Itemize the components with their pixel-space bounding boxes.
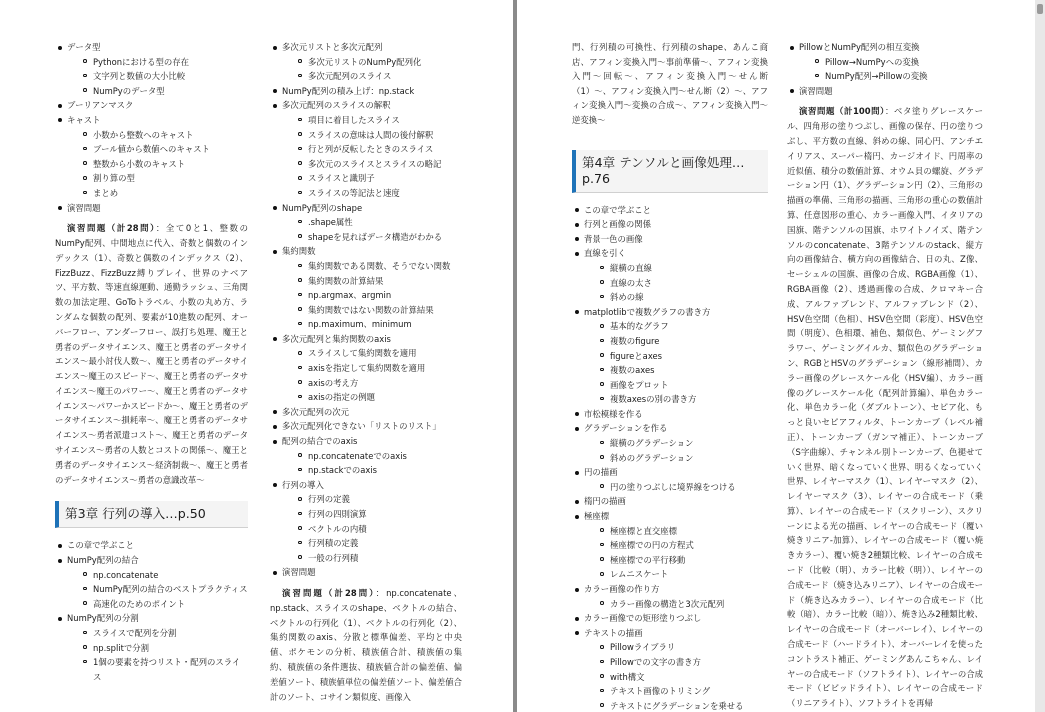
exercise-label: 演習問題（計28問） (67, 223, 156, 234)
left-column-1 (55, 0, 248, 684)
toc-item-label: 演習問題 (282, 567, 316, 578)
toc-item-label: 極座標 (584, 511, 610, 522)
toc-subitem: NumPy配列の結合のベストプラクティス (67, 582, 248, 597)
toc-list (572, 203, 768, 712)
toc-subitem: np.splitで分割 (67, 641, 248, 656)
toc-subitem: 基本的なグラフ (584, 319, 768, 334)
toc-item (270, 565, 462, 580)
toc-item-label: 直線を引く (584, 248, 626, 259)
toc-subitem: Pillowでの文字の書き方 (584, 655, 768, 670)
toc-item (55, 553, 248, 611)
toc-subitem: まとめ (67, 186, 248, 201)
toc-item-label: データ型 (67, 42, 101, 52)
toc-subitem: 複数のaxes (584, 363, 768, 378)
toc-item-label: 市松模様を作る (584, 408, 643, 419)
toc-subitem: 斜めのグラデーション (584, 451, 768, 466)
toc-sublist (584, 319, 768, 407)
toc-subitem: テキストにグラデーションを乗せる (584, 699, 768, 712)
toc-subitem: 行列の四則演算 (282, 507, 462, 522)
toc-item-label: NumPy配列の積み上げ：np.stack (282, 85, 415, 96)
toc-subitem: 集約関数である関数、そうでない関数 (282, 259, 462, 274)
toc-sublist (282, 492, 462, 565)
toc-item-label: PillowとNumPy配列の相互変換 (799, 42, 920, 52)
toc-subitem: with構文 (584, 670, 768, 685)
toc-sublist (282, 215, 462, 244)
toc-subitem: shapeを見ればデータ構造がわかる (282, 230, 462, 245)
toc-subitem: np.concatenate (67, 568, 248, 583)
toc-sublist (584, 436, 768, 465)
toc-item (572, 582, 768, 611)
toc-sublist (584, 597, 768, 612)
toc-item-label: この章で学ぶこと (584, 204, 651, 215)
toc-subitem: Pillowライブラリ (584, 640, 768, 655)
toc-item-label: 楕円の描画 (584, 496, 626, 507)
toc-subitem: NumPyのデータ型 (67, 84, 248, 99)
toc-item (572, 626, 768, 712)
toc-subitem: Pythonにおける型の存在 (67, 55, 248, 70)
toc-subitem: 直線の太さ (584, 276, 768, 291)
toc-item (270, 478, 462, 566)
vertical-scrollbar[interactable] (1035, 0, 1045, 712)
toc-subitem: ベクトルの内積 (282, 522, 462, 537)
toc-item (270, 40, 462, 84)
toc-subitem: 極座標での平行移動 (584, 553, 768, 568)
toc-item-label: ブーリアンマスク (67, 100, 134, 111)
exercise-label: 演習問題（計28問） (282, 587, 376, 598)
toc-item (55, 98, 248, 113)
toc-item-label: 多次元配列化できない「リストのリスト」 (282, 421, 441, 432)
toc-subitem: 一般の行列積 (282, 551, 462, 566)
toc-item-label: 集約関数 (282, 246, 316, 257)
toc-subitem: 斜めの線 (584, 290, 768, 305)
toc-item (270, 84, 462, 99)
toc-item-label: 多次元リストと多次元配列 (282, 42, 383, 52)
toc-subitem: 多次元配列のスライス (282, 69, 462, 84)
toc-item (787, 84, 983, 99)
toc-item (270, 419, 462, 434)
toc-item (270, 201, 462, 245)
toc-item (572, 407, 768, 422)
exercise-label: 演習問題（計100問） (799, 106, 885, 117)
toc-subitem: 極座標での円の方程式 (584, 538, 768, 553)
exercise-text: ：全て0と1、整数のNumPy配列、中間地点に代入、奇数と偶数のインデックス（1）、奇数と偶数のインデックス（2）、FizzBuzz、FizzBuzz縛りプレイ、世界のナベアツ、平方数、等速直線運動、通勤ラッシュ、三角関数の加法定理、GoToトラベル、小数の丸め方、ランダムな個数の配列、要素が10進数の配列、オーバーフロー、アンダーフロー、誤打ち処理、魔王と勇者のデータサイエンス、魔王と勇者のデータサイエンス〜最小討伐人数〜、魔王と勇者のデータサイエンス〜魔王のスピード〜、魔王と勇者のデータサイエンス〜魔王のパワー〜、魔王と勇者のデータサイエンス〜パワーかスピードか〜、魔王と勇者のデータサイエンス〜損耗率〜、魔王と勇者のデータサイエンス〜勇者派遣コスト〜、魔王と勇者のデータサイエンス〜勇者の人数とコストの関係〜、魔王と勇者のデータサイエンス〜経済制裁〜、魔王と勇者のデータサイエンス〜勇者の意識改革〜 (55, 223, 249, 485)
toc-item-label: カラー画像での矩形塗りつぶし (584, 613, 702, 624)
toc-item (572, 203, 768, 218)
toc-sublist (67, 568, 248, 612)
toc-subitem: NumPy配列→Pillowの変換 (799, 69, 983, 84)
toc-item-label: 演習問題 (67, 202, 101, 213)
toc-subitem: スライスと識別子 (282, 171, 462, 186)
toc-item (55, 40, 248, 98)
toc-item-label: キャスト (67, 114, 101, 125)
toc-sublist (67, 128, 248, 201)
page-right (517, 0, 1035, 712)
toc-subitem: 縦横のグラデーション (584, 436, 768, 451)
continuation-text: 門、行列積の可換性、行列積のshape、あんこ商店、アフィン変換入門〜事前準備〜、アフィン変換入門〜回転〜、アフィン変換入門〜せん断（1）〜、アフィン変換入門〜せん断（2）〜、アフィン変換入門〜変換の合成〜、アフィン変換入門〜逆変換〜 (572, 42, 768, 125)
toc-item (270, 332, 462, 405)
toc-subitem: カラー画像の構造と3次元配列 (584, 597, 768, 612)
toc-item-label: matplotlibで複数グラフの書き方 (584, 306, 711, 317)
toc-sublist (67, 626, 248, 684)
toc-item-label: 行列と画像の関係 (584, 219, 651, 230)
exercise-text: ：ベタ塗りグレースケール、四角形の塗りつぶし、画像の保存、円の塗りつぶし、平方数の直線、斜めの線、同心円、アンチエイリアス、スーパー楕円、カージオイド、円周率の近似値、積分の数値計算、オウム貝の螺旋、グラデーション円（1）、グラデーション円（2）、三角形の描画の準備、三角形の描画、三角形の重心の数値計算、任意図形の重心、カラー画像入門、イタリアの国旗、階テンソルの国旗、ホワイトノイズ、階テンソルのconcatenate、3階テンソルのstack、縦方向の画像結合、横方向の画像結合、日の丸、Z像、セーシェルの国旗、画像の合成、RGBA画像（1）、RGBA画像（2）、透過画像の合成、クロマキー合成、アルファブレンド、アルファブレンド（2）、HSV色空間（色相）、HSV色空間（彩度）、HSV色空間（明度）、色相環、補色、類似色、ゲーミングフラワー、ゲーミングイルカ、類似色のグラデーション、RGBとHSVのグラデーション（線形補間）、カラー画像のグレースケール化（HSV編）、カラー画像のグレースケール化（配列計算編）、単色カラー化、単色カラー化（ダブルトーン）、セピア化、もっと良いセピアフィルタ、トーンカーブ（レベル補正）、トーンカーブ（ガンマ補正）、トーンカーブ（S字曲線）、チャンネル別トーンカーブ、色褪せていく世界、暗くなっていく世界、明るくなっていく世界、レイヤーマスク（1）、レイヤーマスク（2）、レイヤーマスク（3）、レイヤーの合成モード（乗算）、レイヤーの合成モード（スクリーン）、スクリーンによる光の描画、レイヤーの合成モード（覆い焼きリニア-加算）、レイヤーの合成モード（覆い焼きカラー）、覆い焼き2種類比較、レイヤーの合成モード（比較（明）、カラー比較（明））、レイヤーの合成モード（焼き込みリニア）、レイヤーの合成モード（焼き込みカラー）、レイヤーの合成モード（比較（暗）、カラー比較（暗））、焼き込み2種類比較、レイヤーの合成モード（オーバーレイ）、レイヤーの合成モード（ハードライト）、オーバーレイを使ったコントラスト補正、ゲーミングあんこちゃん、レイヤーの合成モード（ソフトライト）、レイヤーの合成モード（ビビッドライト）、レイヤーの合成モード（リニアライト）、ソフトライトを再帰 (787, 106, 983, 709)
toc-item-label: 行列の導入 (282, 479, 324, 490)
toc-sublist (799, 55, 983, 84)
page-left (0, 0, 513, 712)
scrollbar-thumb[interactable] (1037, 4, 1043, 14)
toc-item-label: 背景一色の画像 (584, 233, 643, 244)
toc-subitem: ブール値から数値へのキャスト (67, 142, 248, 157)
toc-subitem: np.maximum、minimum (282, 317, 462, 332)
toc-item-label: NumPy配列の結合 (67, 555, 139, 566)
toc-subitem: np.argmax、argmin (282, 288, 462, 303)
toc-subitem: 多次元のスライスとスライスの略記 (282, 157, 462, 172)
toc-subitem: 集約関数ではない関数の計算結果 (282, 303, 462, 318)
toc-item (270, 434, 462, 478)
toc-list (270, 40, 462, 580)
toc-subitem: スライスの意味は人間の後付解釈 (282, 128, 462, 143)
toc-subitem: figureとaxes (584, 349, 768, 364)
toc-subitem: Pillow→NumPyへの変換 (799, 55, 983, 70)
toc-subitem: .shape属性 (282, 215, 462, 230)
toc-item (55, 611, 248, 684)
toc-subitem: np.concatenateでのaxis (282, 449, 462, 464)
toc-item (572, 246, 768, 304)
toc-item-label: 多次元配列と集約関数のaxis (282, 333, 391, 344)
toc-item (572, 611, 768, 626)
toc-item (572, 217, 768, 232)
toc-subitem: 行列積の定義 (282, 536, 462, 551)
toc-subitem: 項目に着目したスライス (282, 113, 462, 128)
toc-item (270, 405, 462, 420)
toc-subitem: 縦横の直線 (584, 261, 768, 276)
toc-item (572, 465, 768, 494)
toc-subitem: レムニスケート (584, 567, 768, 582)
toc-item-label: 多次元配列の次元 (282, 406, 349, 417)
toc-item-label: NumPy配列の分割 (67, 613, 139, 624)
toc-item (572, 509, 768, 582)
toc-item-label: 演習問題 (799, 85, 833, 96)
exercise-text: ：np.concatenate、np.stack、スライスのshape、ベクトルの結合、ベクトルの行列化（1）、ベクトルの行列化（2）、集約関数のaxis、分散と標準偏差、平均と中央値、ポケモンの分析、積族値合計、積族値の集約、積族値の条件選抜、積族値合計の偏差値、偏差値ソート、積族値単位の偏差値ソート、偏差値合計のソート、コサイン類似度、画像入 (270, 587, 463, 702)
toc-item-label: 円の描画 (584, 467, 618, 478)
right-column-1 (572, 0, 768, 712)
toc-item (270, 244, 462, 332)
toc-subitem: 多次元リストのNumPy配列化 (282, 55, 462, 70)
toc-subitem: 極座標と直交座標 (584, 524, 768, 539)
chapter-heading: 第3章 行列の導入…p.50 (55, 501, 248, 528)
toc-subitem: テキスト画像のトリミング (584, 684, 768, 699)
toc-subitem: np.stackでのaxis (282, 463, 462, 478)
toc-sublist (584, 261, 768, 305)
toc-subitem: 整数から小数のキャスト (67, 157, 248, 172)
exercise-paragraph (270, 586, 462, 704)
chapter-heading: 第4章 テンソルと画像処理…p.76 (572, 150, 768, 193)
toc-sublist (282, 346, 462, 404)
toc-sublist (282, 449, 462, 478)
toc-sublist (67, 55, 248, 99)
toc-sublist (584, 524, 768, 582)
toc-subitem: 1個の要素を持つリスト・配列のスライス (67, 655, 248, 684)
toc-list (787, 40, 983, 98)
toc-subitem: スライスして集約関数を適用 (282, 346, 462, 361)
toc-item-label: この章で学ぶこと (67, 540, 134, 551)
toc-sublist (282, 113, 462, 201)
toc-item (787, 40, 983, 84)
toc-subitem: axisの指定の例題 (282, 390, 462, 405)
toc-subitem: axisの考え方 (282, 376, 462, 391)
toc-item-label: 配列の結合でのaxis (282, 436, 358, 447)
toc-subitem: 小数から整数へのキャスト (67, 128, 248, 143)
toc-subitem: 複数のfigure (584, 334, 768, 349)
toc-subitem: 文字列と数値の大小比較 (67, 69, 248, 84)
toc-subitem: スライスで配列を分割 (67, 626, 248, 641)
toc-item (572, 494, 768, 509)
toc-item-label: カラー画像の作り方 (584, 584, 660, 594)
toc-subitem: 円の塗りつぶしに境界線をつける (584, 480, 768, 495)
toc-subitem: 行と列が反転したときのスライス (282, 142, 462, 157)
toc-subitem: 割り算の型 (67, 171, 248, 186)
toc-subitem: axisを指定して集約関数を適用 (282, 361, 462, 376)
toc-list (55, 538, 248, 684)
toc-item (572, 305, 768, 407)
toc-item (55, 113, 248, 201)
toc-item (55, 538, 248, 553)
toc-item (572, 421, 768, 465)
toc-subitem: 行列の定義 (282, 492, 462, 507)
toc-item (270, 98, 462, 200)
exercise-paragraph (55, 221, 248, 487)
toc-item-label: 多次元配列のスライスの解釈 (282, 100, 391, 111)
toc-item (572, 232, 768, 247)
toc-subitem: 複数axesの別の書き方 (584, 392, 768, 407)
toc-subitem: 高速化のためのポイント (67, 597, 248, 612)
toc-sublist (282, 55, 462, 84)
toc-list (55, 40, 248, 215)
toc-item-label: テキストの描画 (584, 627, 643, 638)
toc-subitem: スライスの等記法と速度 (282, 186, 462, 201)
toc-item (55, 201, 248, 216)
toc-sublist (584, 640, 768, 712)
toc-item-label: NumPy配列のshape (282, 202, 363, 213)
toc-sublist (584, 480, 768, 495)
right-column-2 (787, 0, 983, 711)
toc-subitem: 画像をプロット (584, 378, 768, 393)
left-column-2 (270, 0, 462, 704)
toc-item-label: グラデーションを作る (584, 423, 668, 434)
exercise-paragraph (787, 104, 983, 711)
toc-subitem: 集約関数の計算結果 (282, 274, 462, 289)
toc-sublist (282, 259, 462, 332)
